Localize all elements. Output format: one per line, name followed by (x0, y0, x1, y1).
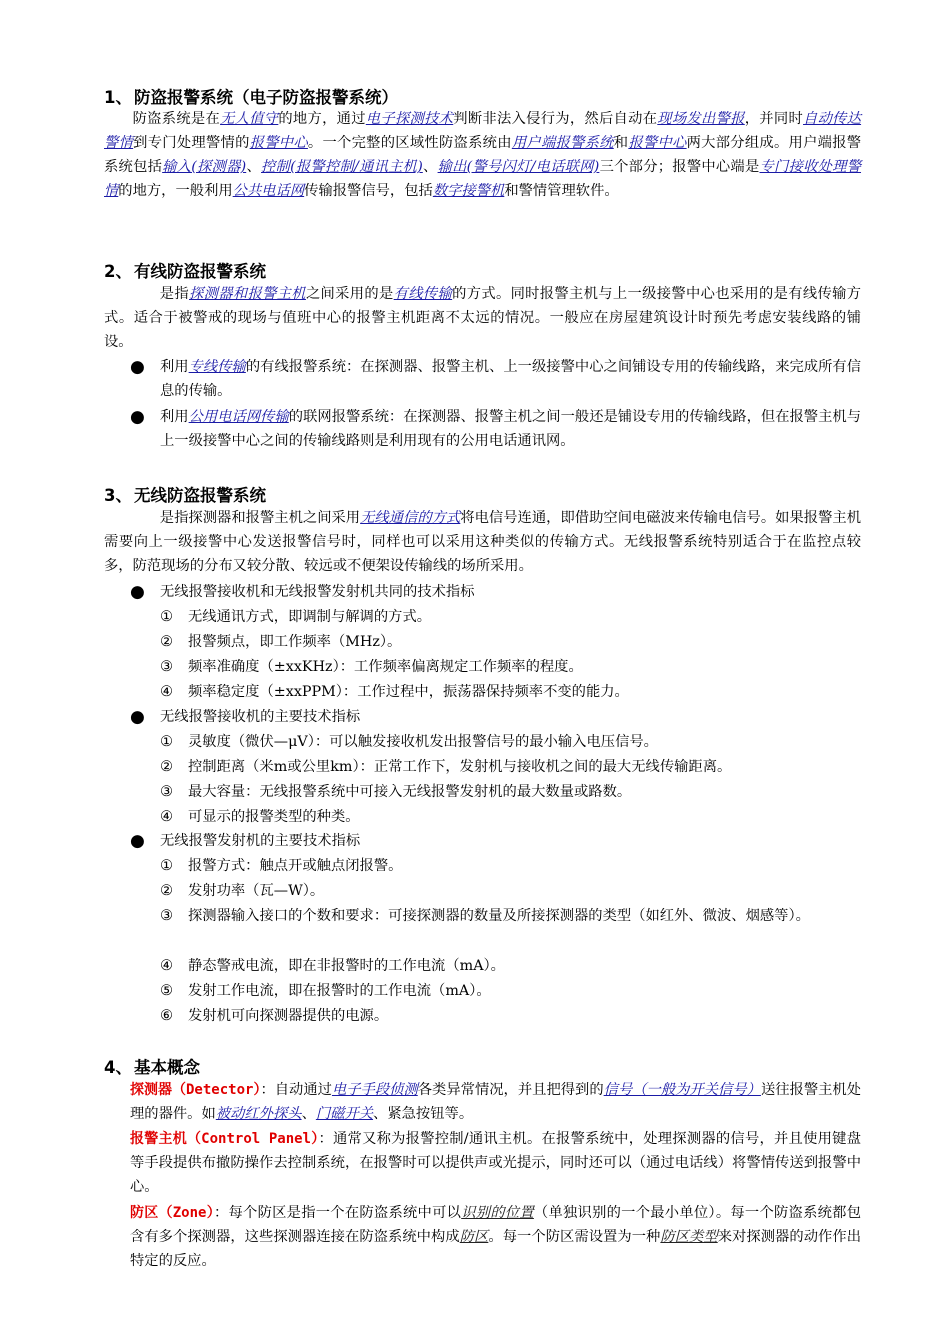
bullet-icon: ● (130, 407, 145, 427)
hyperlink[interactable]: 现场发出警报 (657, 111, 745, 127)
hyperlink[interactable]: 数字接警机 (432, 183, 505, 199)
hyperlink[interactable]: 控制(报警控制/通讯主机) (261, 159, 423, 175)
hyperlink[interactable]: 电子手段侦测 (331, 1082, 418, 1098)
section-3-paragraph: 是指探测器和报警主机之间采用无线通信的方式将电信号连通，即借助空间电磁波来传输电信号。如果报警主机需要向上一级接警中心发送报警信号时，同样也可以采用这种类似的传输方式。无线报警系统特别适合于在监控点较多，防范现场的分布又较分散、较远或不便架设传输线的场所采用。 (104, 510, 862, 574)
item-number: ⑥ (160, 1008, 173, 1024)
bullet-icon: ● (130, 582, 145, 602)
hyperlink[interactable]: 电子探测技术 (365, 111, 454, 127)
hyperlink[interactable]: 输入(探测器) (162, 159, 247, 175)
bullet-item-dedicated-line: 利用专线传输的有线报警系统：在探测器、报警主机、上一级接警中心之间铺设专用的传输线路，来完成所有信息的传输。 (160, 359, 862, 399)
item-text: 发射功率（瓦—W）。 (188, 883, 325, 899)
item-number: ⑤ (160, 983, 173, 999)
section-1-heading (104, 84, 398, 108)
item-number: ② (160, 883, 173, 899)
hyperlink[interactable]: 无线通信的方式 (360, 510, 461, 526)
bullet-icon: ● (130, 357, 145, 377)
item-text: 最大容量：无线报警系统中可接入无线报警发射机的最大数量或路数。 (188, 784, 632, 800)
list-item (160, 879, 324, 903)
definition-term: 报警主机（Control Panel） (130, 1131, 319, 1147)
item-number: ① (160, 609, 173, 625)
section-title: 基本概念 (134, 1058, 200, 1077)
definition-term: 防区（Zone） (130, 1205, 214, 1221)
list-item (160, 630, 401, 654)
list-item (160, 780, 631, 804)
item-text: 发射工作电流，即在报警时的工作电流（mA）。 (188, 983, 491, 999)
list-item (160, 605, 431, 629)
underlined-term: 识别的位置 (461, 1205, 534, 1221)
item-number: ④ (160, 684, 173, 700)
section-number: 3、 (104, 486, 132, 505)
item-number: ② (160, 759, 173, 775)
hyperlink[interactable]: 门磁开关 (315, 1106, 374, 1122)
bullet-icon: ● (130, 831, 145, 851)
list-item (160, 954, 505, 978)
section-3-heading (104, 482, 266, 506)
section-number: 4、 (104, 1058, 132, 1077)
list-item (160, 655, 583, 679)
item-text: 报警方式：触点开或触点闭报警。 (188, 858, 403, 874)
group-title-common: 无线报警接收机和无线报警发射机共同的技术指标 (160, 584, 475, 600)
list-item (160, 1004, 388, 1028)
definition-term: 探测器（Detector） (130, 1082, 261, 1098)
underlined-term: 防区类型 (660, 1229, 718, 1245)
item-text: 灵敏度（微伏—μV）：可以触发接收机发出报警信号的最小输入电压信号。 (188, 734, 658, 750)
hyperlink[interactable]: 公共电话网 (232, 183, 305, 199)
section-2-heading (104, 258, 266, 282)
item-number: ① (160, 734, 173, 750)
list-item (160, 680, 629, 704)
hyperlink[interactable]: 专门接收处理警情 (104, 159, 862, 199)
group-title-transmitter: 无线报警发射机的主要技术指标 (160, 833, 361, 849)
hyperlink[interactable]: 用户端报警系统 (511, 135, 614, 151)
item-text: 频率稳定度（±xxPPM）：工作过程中，振荡器保持频率不变的能力。 (188, 684, 629, 700)
list-item (160, 755, 731, 779)
hyperlink[interactable]: 探测器和报警主机 (189, 286, 306, 302)
group-title-receiver: 无线报警接收机的主要技术指标 (160, 709, 361, 725)
item-text: 报警频点，即工作频率（MHz）。 (188, 634, 402, 650)
hyperlink[interactable]: 输出(警号闪灯/电话联网) (437, 159, 600, 175)
item-number: ④ (160, 809, 173, 825)
list-item (160, 979, 491, 1003)
item-number: ③ (160, 659, 173, 675)
definition-zone: 防区（Zone）：每个防区是指一个在防盗系统中可以识别的位置（单独识别的一个最小单位）。每一个防盗系统都包含有多个探测器，这些探测器连接在防盗系统中构成防区。每一个防区需设置为一种防区类型来对探测器的动作作出特定的反应。 (130, 1205, 862, 1269)
bullet-item-public-phone: 利用公用电话网传输的联网报警系统：在探测器、报警主机之间一般还是铺设专用的传输线路，但在报警主机与上一级接警中心之间的传输线路则是利用现有的公用电话通讯网。 (160, 409, 862, 449)
item-number: ③ (160, 784, 173, 800)
item-text: 控制距离（米m或公里km）：正常工作下，发射机与接收机之间的最大无线传输距离。 (188, 759, 732, 775)
item-text: 可显示的报警类型的种类。 (188, 809, 360, 825)
hyperlink[interactable]: 报警中心 (628, 135, 687, 151)
hyperlink[interactable]: 有线传输 (393, 286, 453, 302)
section-2-paragraph: 是指探测器和报警主机之间采用的是有线传输的方式。同时报警主机与上一级接警中心也采用的是有线传输方式。适合于被警戒的现场与值班中心的报警主机距离不太远的情况。一般应在房屋建筑设计时预先考虑安装线路的铺设。 (104, 286, 862, 350)
section-title: 有线防盗报警系统 (134, 262, 266, 281)
list-item (160, 904, 861, 928)
hyperlink[interactable]: 报警中心 (249, 135, 308, 151)
hyperlink[interactable]: 自动传达警情 (104, 111, 862, 151)
section-title: 防盗报警系统（电子防盗报警系统） (134, 88, 398, 107)
hyperlink[interactable]: 专线传输 (188, 359, 246, 375)
definition-control-panel: 报警主机（Control Panel）：通常又称为报警控制/通讯主机。在报警系统中，处理探测器的信号，并且使用键盘等手段提供布撤防操作去控制系统，在报警时可以提供声或光提示，同时还可以（通过电话线）将警情传送到报警中心。 (130, 1131, 861, 1195)
section-title: 无线防盗报警系统 (134, 486, 266, 505)
list-item (160, 730, 658, 754)
list-item (160, 805, 360, 829)
list-item (160, 854, 402, 878)
hyperlink[interactable]: 信号（一般为开关信号） (603, 1082, 761, 1098)
hyperlink[interactable]: 无人值守 (220, 111, 279, 127)
item-text: 发射机可向探测器提供的电源。 (188, 1008, 389, 1024)
hyperlink[interactable]: 公用电话网传输 (188, 409, 289, 425)
section-1-paragraph: 防盗系统是在无人值守的地方，通过电子探测技术判断非法入侵行为，然后自动在现场发出警报，并同时自动传达警情到专门处理警情的报警中心。一个完整的区域性防盗系统由用户端报警系统和报警中心两大部分组成。用户端报警系统包括输入(探测器)、控制(报警控制/通讯主机)、输出(警号闪灯/电话联网)三个部分；报警中心端是专门接收处理警情的地方，一般利用公共电话网传输报警信号，包括数字接警机和警情管理软件。 (104, 111, 862, 199)
item-number: ① (160, 858, 173, 874)
section-4-heading (104, 1054, 200, 1078)
item-number: ② (160, 634, 173, 650)
underlined-term: 防区 (459, 1229, 489, 1245)
item-number: ③ (160, 908, 173, 924)
bullet-icon: ● (130, 707, 145, 727)
definition-detector: 探测器（Detector）：自动通过电子手段侦测各类异常情况，并且把得到的信号（一般为开关信号）送往报警主机处理的器件。如被动红外探头、门磁开关、紧急按钮等。 (130, 1082, 862, 1122)
item-text: 频率准确度（±xxKHz）：工作频率偏离规定工作频率的程度。 (188, 659, 583, 675)
section-number: 1、 (104, 88, 132, 107)
hyperlink[interactable]: 被动红外探头 (215, 1106, 302, 1122)
item-text: 探测器输入接口的个数和要求：可接探测器的数量及所接探测器的类型（如红外、微波、烟感等）。 (188, 908, 810, 924)
section-number: 2、 (104, 262, 132, 281)
item-text: 无线通讯方式，即调制与解调的方式。 (188, 609, 432, 625)
item-text: 静态警戒电流，即在非报警时的工作电流（mA）。 (188, 958, 505, 974)
item-number: ④ (160, 958, 173, 974)
